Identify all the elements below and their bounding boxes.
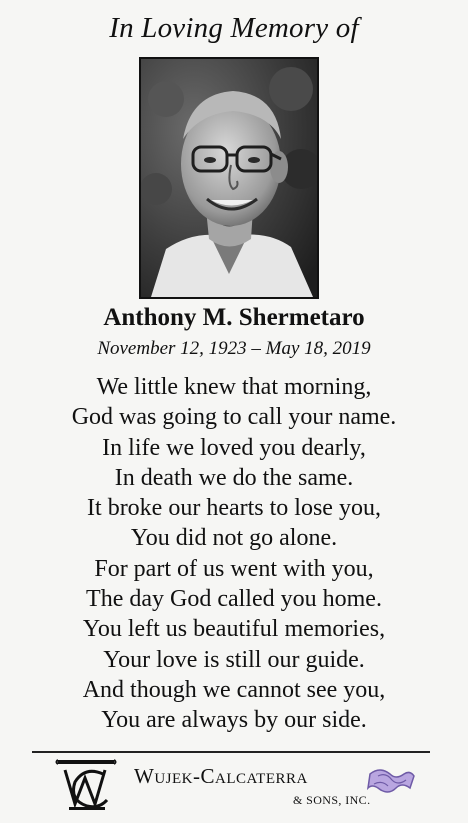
poem-line: You are always by our side.: [101, 707, 367, 734]
purple-ribbon-icon: [366, 764, 416, 798]
poem-line: In death we do the same.: [114, 464, 354, 491]
poem-line: In life we loved you dearly,: [102, 434, 366, 461]
life-dates: November 12, 1923 – May 18, 2019: [97, 338, 371, 359]
footer-divider: [32, 751, 430, 753]
portrait-photo: [139, 57, 319, 299]
portrait-illustration: [141, 59, 317, 297]
poem-line: God was going to call your name.: [71, 404, 397, 431]
funeral-home-name: Wujek-Calcaterra: [134, 764, 308, 788]
poem-line: The day God called you home.: [86, 586, 382, 613]
poem-line: It broke our hearts to lose you,: [87, 495, 381, 522]
deceased-name: Anthony M. Shermetaro: [103, 304, 365, 331]
poem-line: We little knew that morning,: [96, 374, 372, 400]
funeral-home-suffix: & SONS, INC.: [293, 793, 371, 807]
poem-line: You left us beautiful memories,: [82, 616, 386, 643]
card-heading: In Loving Memory of: [109, 12, 359, 44]
poem-line: Your love is still our guide.: [103, 646, 365, 673]
poem-line: You did not go alone.: [130, 525, 338, 552]
wc-monogram-logo: [55, 756, 117, 812]
poem-line: And though we cannot see you,: [82, 676, 386, 703]
memorial-poem: [0, 372, 468, 736]
poem-line: For part of us went with you,: [94, 555, 374, 582]
